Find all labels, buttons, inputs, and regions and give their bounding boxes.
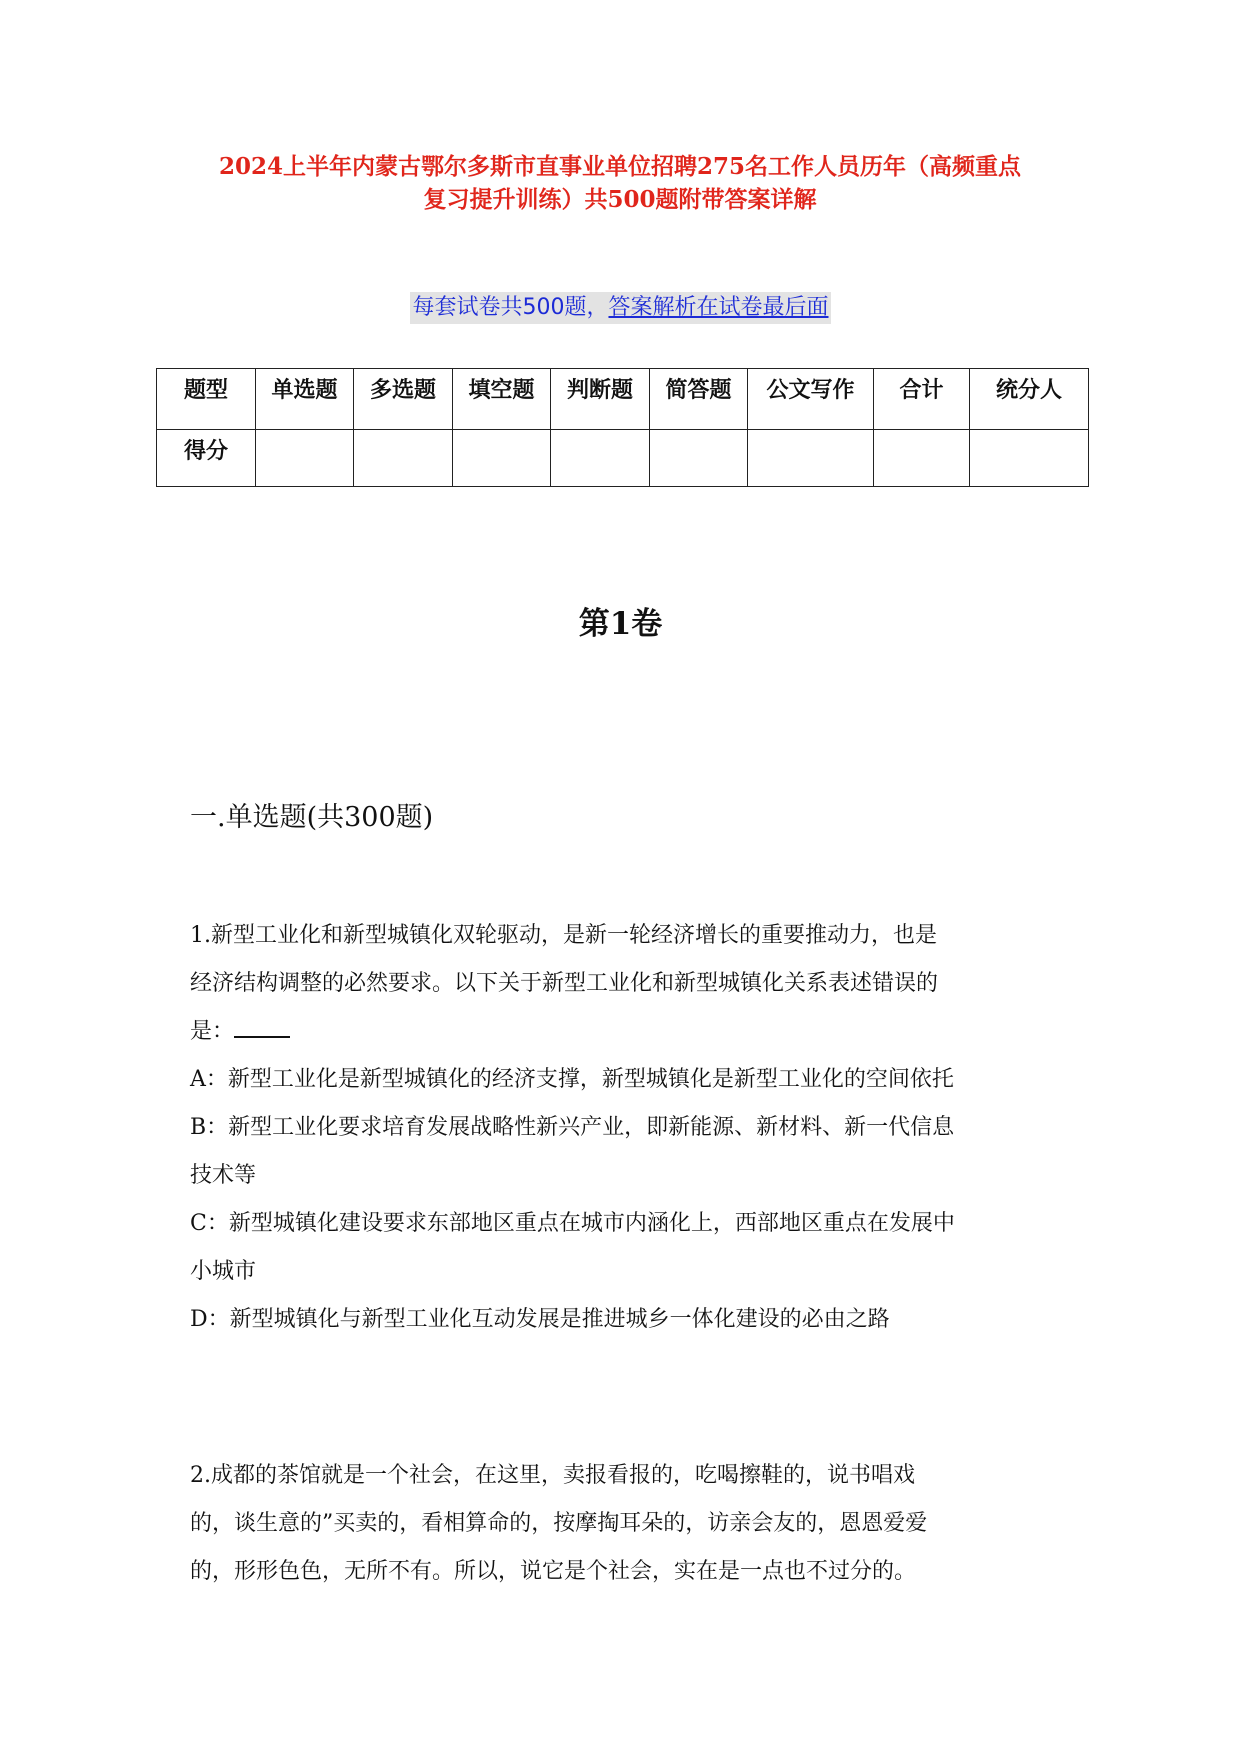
header-cell-total: 合计 (874, 369, 970, 430)
header-cell-short-answer: 简答题 (650, 369, 748, 430)
option-c-continued: 小城市 (190, 1259, 257, 1284)
option-b-continued: 技术等 (190, 1163, 257, 1188)
score-table (156, 368, 1089, 487)
score-table-header-row (157, 369, 1089, 430)
question-1 (190, 912, 1060, 1344)
score-cell (970, 430, 1089, 487)
document-title-line-2: 复习提升训练）共500题附带答案详解 (423, 186, 817, 213)
question-stem-line: 的，谈生意的”买卖的，看相算命的，按摩掏耳朵的，访亲会友的，恩恩爱爱 (190, 1511, 928, 1536)
answer-blank (234, 1010, 290, 1038)
document-title-line-1: 2024上半年内蒙古鄂尔多斯市直事业单位招聘275名工作人员历年（高频重点 (218, 153, 1022, 180)
score-table-score-row (157, 430, 1089, 487)
question-2 (190, 1452, 1060, 1596)
score-cell (256, 430, 354, 487)
question-stem-line: 2.成都的茶馆就是一个社会，在这里，卖报看报的，吃喝擦鞋的，说书唱戏 (190, 1463, 915, 1488)
header-cell-scorer: 统分人 (970, 369, 1089, 430)
question-stem-line: 1.新型工业化和新型城镇化双轮驱动，是新一轮经济增长的重要推动力，也是 (190, 923, 937, 948)
document-title (150, 150, 1090, 216)
score-cell (650, 430, 748, 487)
score-cell (551, 430, 650, 487)
question-stem-text: 是： (190, 1019, 235, 1044)
header-cell-multiple-choice: 多选题 (354, 369, 453, 430)
subtitle-container (0, 292, 1241, 324)
score-cell (748, 430, 874, 487)
subtitle-text: 每套试卷共500题， (412, 295, 609, 320)
score-cell (453, 430, 551, 487)
section-title: 一.单选题(共300题) (190, 802, 434, 833)
score-cell (354, 430, 453, 487)
subtitle-answer-note: 答案解析在试卷最后面 (608, 295, 829, 320)
question-stem-line: 经济结构调整的必然要求。以下关于新型工业化和新型城镇化关系表述错误的 (190, 971, 939, 996)
volume-title: 第1卷 (578, 606, 663, 642)
subtitle (410, 292, 830, 324)
option-b: B：新型工业化要求培育发展战略性新兴产业，即新能源、新材料、新一代信息 (190, 1115, 955, 1140)
score-cell (874, 430, 970, 487)
option-a: A：新型工业化是新型城镇化的经济支撑，新型城镇化是新型工业化的空间依托 (190, 1067, 954, 1092)
header-cell-official-writing: 公文写作 (748, 369, 874, 430)
option-d: D：新型城镇化与新型工业化互动发展是推进城乡一体化建设的必由之路 (190, 1307, 890, 1332)
option-c: C：新型城镇化建设要求东部地区重点在城市内涵化上，西部地区重点在发展中 (190, 1211, 955, 1236)
header-cell-true-false: 判断题 (551, 369, 650, 430)
question-stem-line: 的，形形色色，无所不有。所以，说它是个社会，实在是一点也不过分的。 (190, 1559, 917, 1584)
header-cell-single-choice: 单选题 (256, 369, 354, 430)
header-cell-question-type: 题型 (157, 369, 256, 430)
question-stem-line-with-blank (190, 1008, 1060, 1056)
header-cell-fill-blank: 填空题 (453, 369, 551, 430)
score-row-label: 得分 (157, 430, 256, 487)
